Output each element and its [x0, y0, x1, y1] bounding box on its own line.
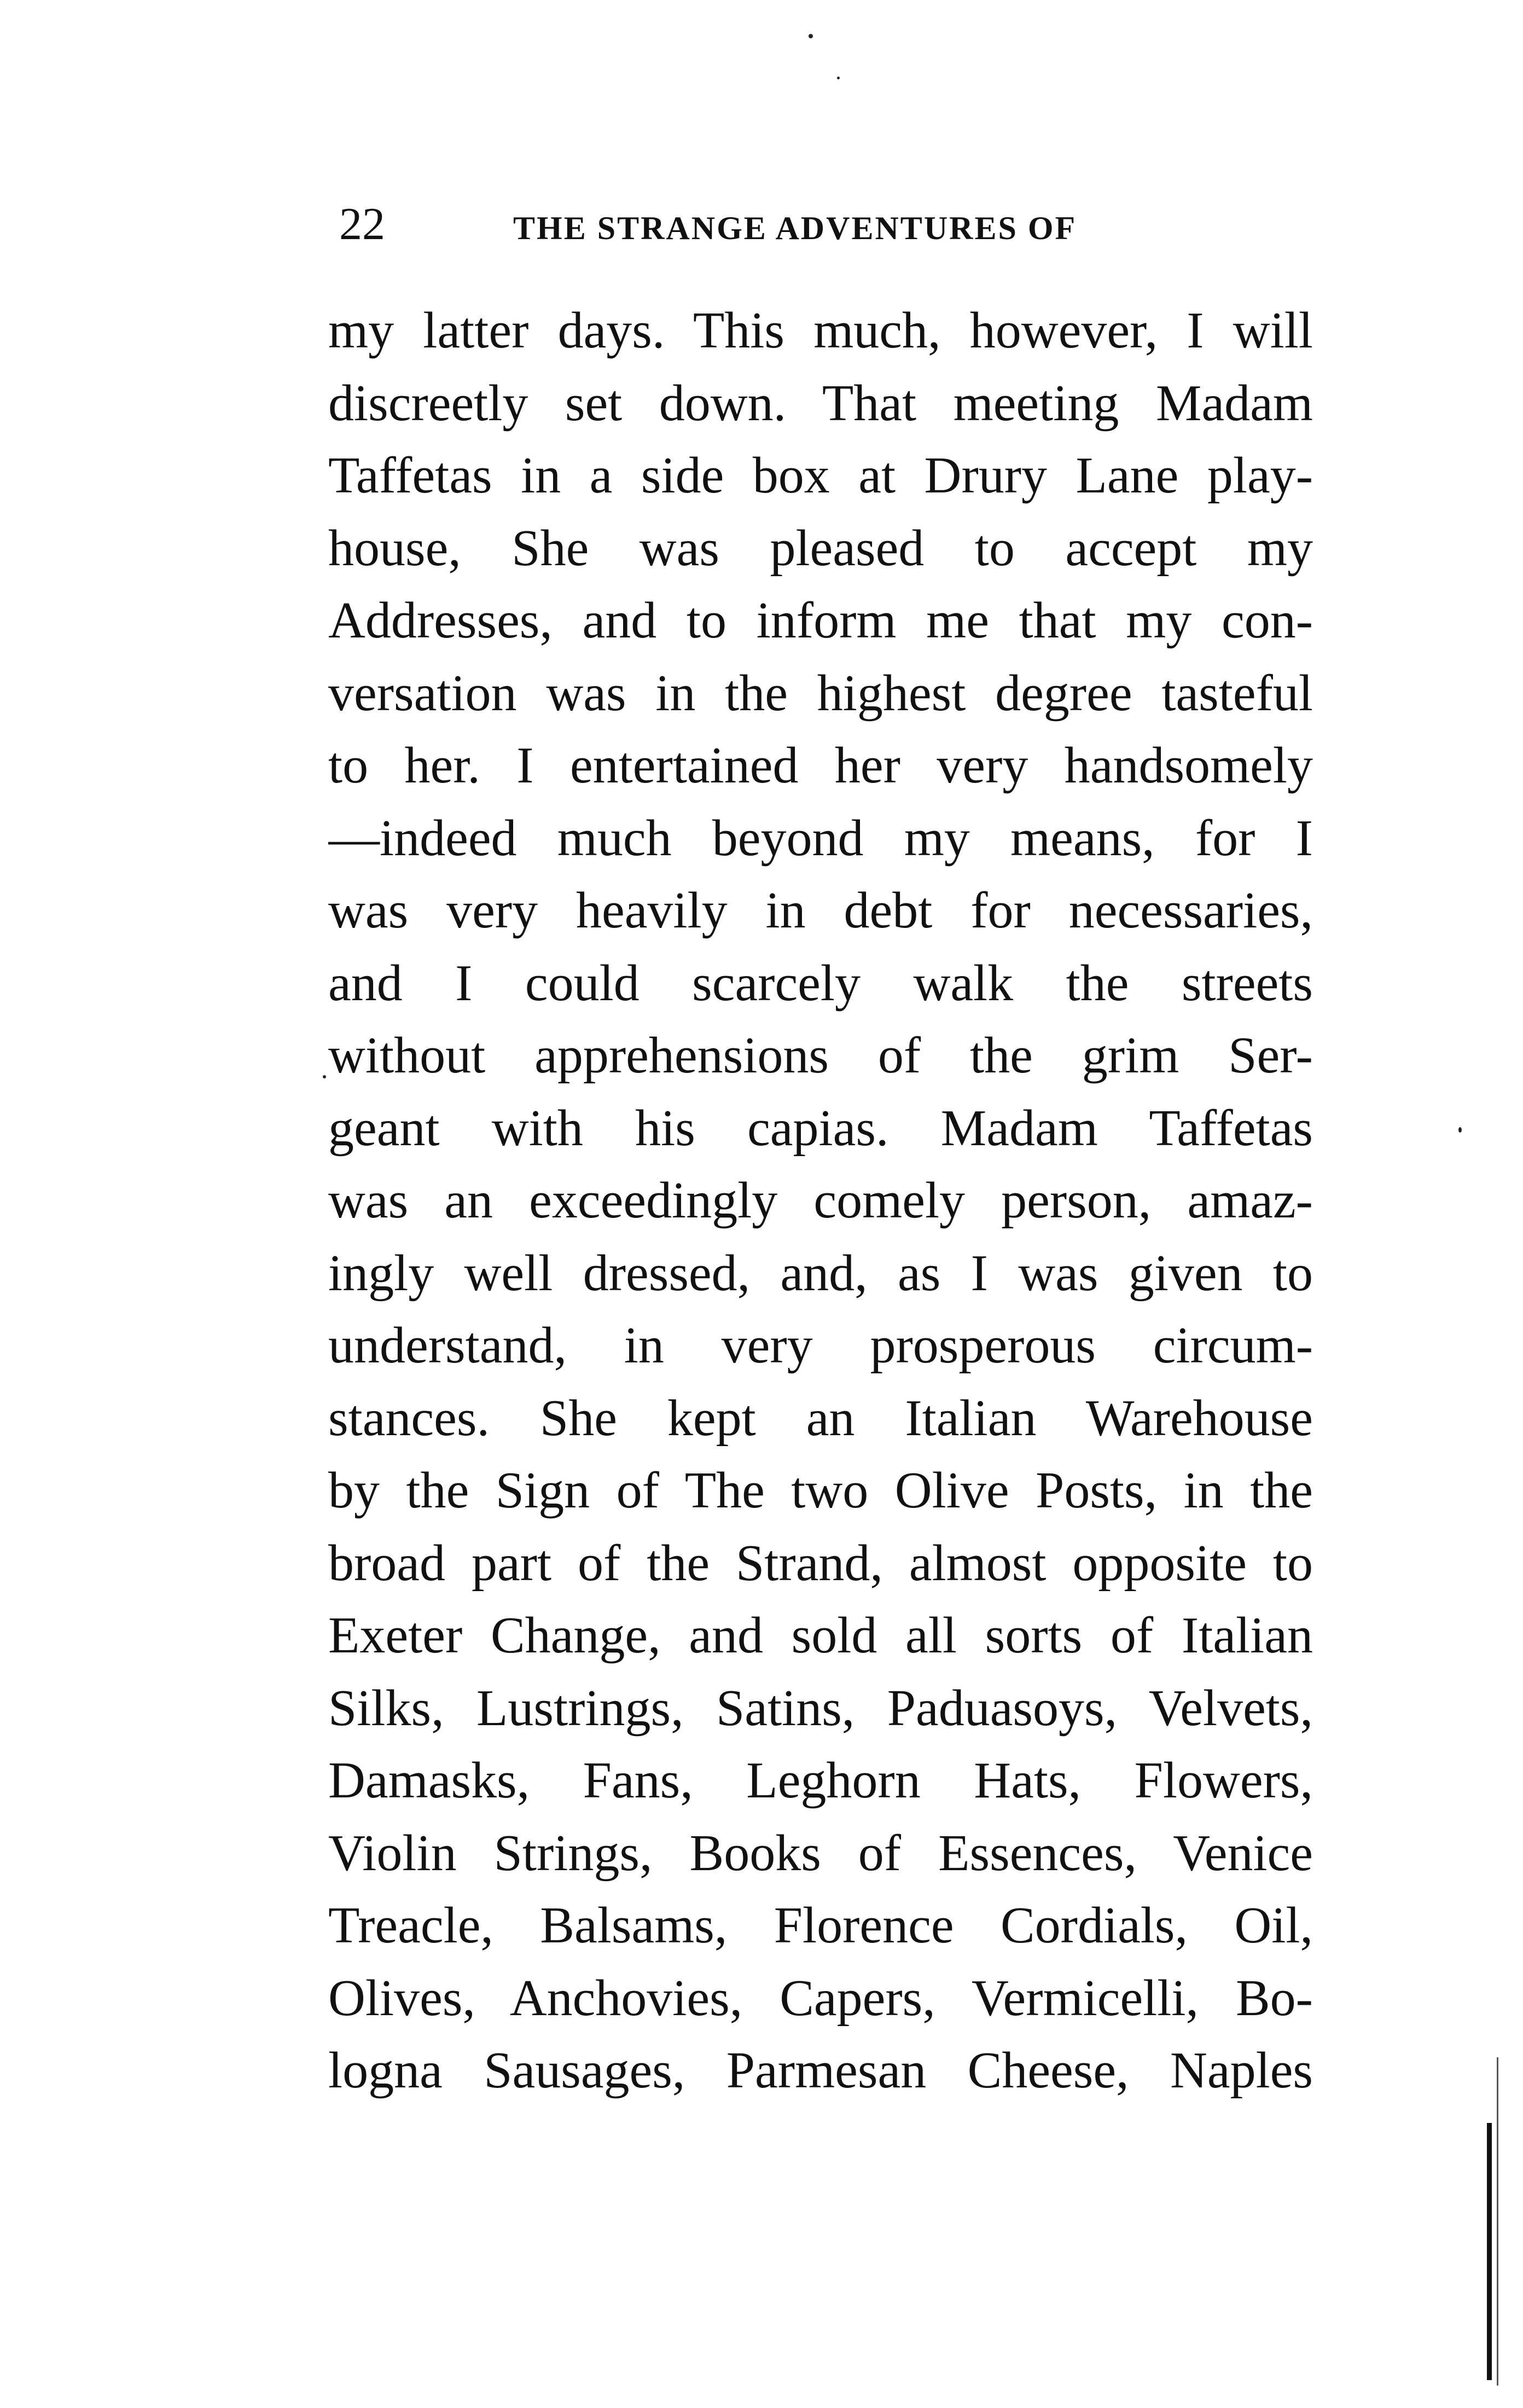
text-line: Olives, Anchovies, Capers, Vermicelli, Bo-: [328, 1969, 1313, 2027]
body-text: [328, 294, 1313, 2107]
text-line: and I could scarcely walk the streets: [328, 954, 1313, 1012]
text-line: versation was in the highest degree tasteful: [328, 664, 1313, 722]
text-line: logna Sausages, Parmesan Cheese, Naples: [328, 2042, 1313, 2099]
text-line: stances. She kept an Italian Warehouse: [328, 1389, 1313, 1447]
page-edge-mark: [1487, 2123, 1492, 2380]
text-line: to her. I entertained her very handsomely: [328, 737, 1313, 794]
ink-speck: [1458, 1127, 1462, 1133]
running-head: [339, 194, 1318, 254]
text-line: broad part of the Strand, almost opposite to: [328, 1534, 1313, 1592]
ink-speck: [323, 1075, 326, 1078]
text-line: was very heavily in debt for necessaries,: [328, 882, 1313, 939]
text-line: by the Sign of The two Olive Posts, in the: [328, 1462, 1313, 1519]
running-head-title: THE STRANGE ADVENTURES OF: [513, 210, 1077, 246]
text-line: Silks, Lustrings, Satins, Paduasoys, Velvets,: [328, 1679, 1313, 1737]
text-line: —indeed much beyond my means, for I: [328, 809, 1313, 867]
page-number: 22: [339, 199, 385, 249]
text-line: was an exceedingly comely person, amaz-: [328, 1172, 1313, 1229]
text-line: without apprehensions of the grim Ser-: [328, 1027, 1313, 1084]
text-line: Damasks, Fans, Leghorn Hats, Flowers,: [328, 1752, 1313, 1809]
text-line: discreetly set down. That meeting Madam: [328, 374, 1313, 432]
text-line: my latter days. This much, however, I will: [328, 302, 1313, 359]
text-line: house, She was pleased to accept my: [328, 519, 1313, 577]
text-line: Violin Strings, Books of Essences, Venice: [328, 1824, 1313, 1882]
text-line: Exeter Change, and sold all sorts of Italian: [328, 1607, 1313, 1664]
text-line: Taffetas in a side box at Drury Lane play-: [328, 447, 1313, 504]
text-line: geant with his capias. Madam Taffetas: [328, 1099, 1313, 1157]
text-line: understand, in very prosperous circum-: [328, 1317, 1313, 1374]
ink-speck: [809, 34, 813, 38]
text-line: ingly well dressed, and, as I was given to: [328, 1244, 1313, 1302]
ink-speck: [837, 77, 840, 79]
page-edge-mark: [1497, 2057, 1498, 2386]
text-line: Treacle, Balsams, Florence Cordials, Oil,: [328, 1897, 1313, 1954]
text-line: Addresses, and to inform me that my con-: [328, 592, 1313, 649]
